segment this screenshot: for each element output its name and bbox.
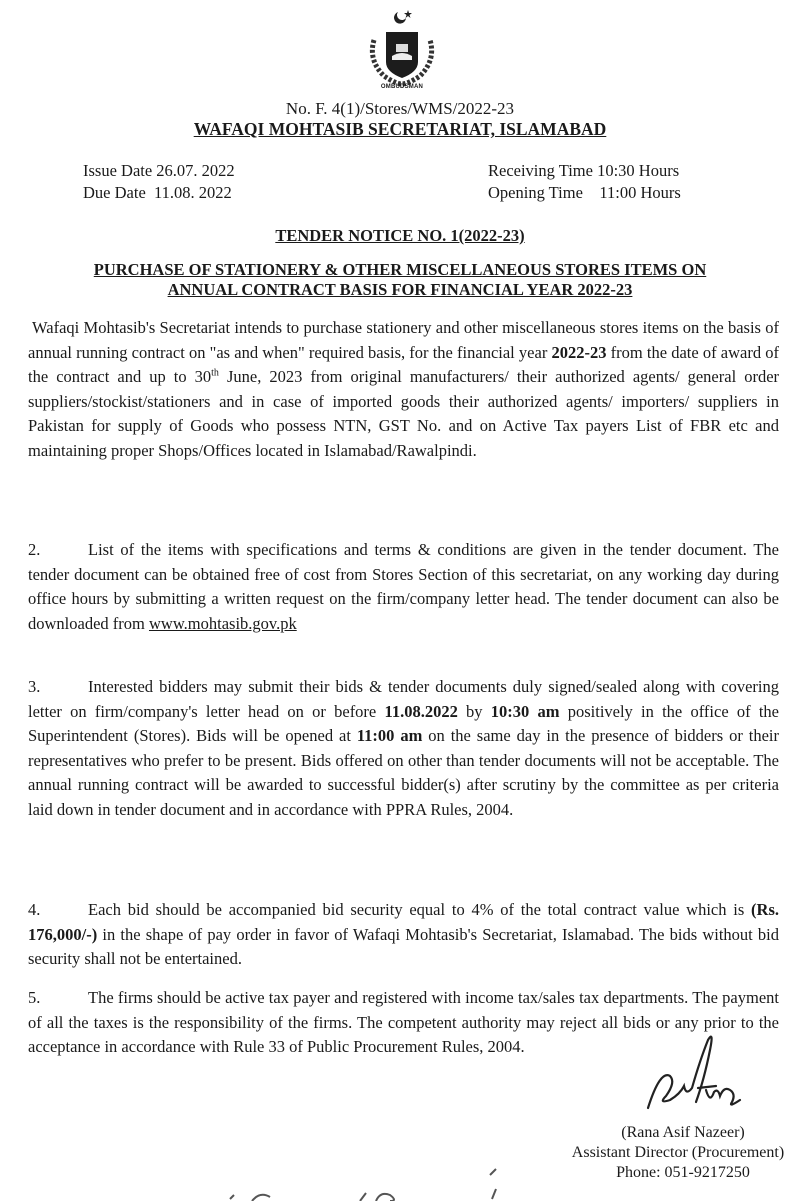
organization-title: WAFAQI MOHTASIB SECRETARIAT, ISLAMABAD xyxy=(193,119,607,139)
issue-date: Issue Date 26.07. 2022 xyxy=(83,161,235,180)
subject-line-2: ANNUAL CONTRACT BASIS FOR FINANCIAL YEAR 2022-23 xyxy=(167,280,633,299)
emblem-label: OMBUDSMAN xyxy=(380,84,424,90)
tender-subject xyxy=(80,260,720,300)
signatory-name: (Rana Asif Nazeer) xyxy=(621,1124,745,1141)
paragraph-number: 3. xyxy=(28,677,41,696)
opening-time: Opening Time 11:00 Hours xyxy=(488,183,681,202)
reference-number: No. F. 4(1)/Stores/WMS/2022-23 xyxy=(285,99,515,118)
paragraph-4: 4. Each bid should be accompanied bid security equal to 4% of the total contract value which is (Rs. 176,000/-) in the shape of pay order in favor of Wafaqi Mohtasib's Secretariat, Islamabad. The bids without bid security shall not be entertained. xyxy=(28,900,779,968)
due-date: Due Date 11.08. 2022 xyxy=(83,183,232,202)
receiving-time: Receiving Time 10:30 Hours xyxy=(488,161,680,180)
paragraph-3: 3. Interested bidders may submit their bids & tender documents duly signed/sealed along with covering letter on firm/company's letter head on or before 11.08.2022 by 10:30 am positively in the office of the Superintendent (Stores). Bids will be opened at 11:00 am on the same day in the presence of bidders or their representatives who prefer to be present. Bids offered on other than tender documents will not be acceptable. The annual running contract will be awarded to successful bidder(s) after scrutiny by the committee as per criteria laid down in tender document and in accordance with PPRA Rules, 2004. xyxy=(28,677,779,819)
paragraph-5: 5. The firms should be active tax payer and registered with income tax/sales tax departments. The payment of all the taxes is the responsibility of the firms. The competent authority may reject all bids or any prior to the acceptance in accordance with Rule 33 of Public Procurement Rules, 2004. xyxy=(28,988,779,1056)
signatory-phone: Phone: 051-9217250 xyxy=(616,1164,750,1181)
tender-notice-number: TENDER NOTICE NO. 1(2022-23) xyxy=(275,226,525,245)
website-link[interactable]: www.mohtasib.gov.pk xyxy=(148,613,297,633)
date-block xyxy=(83,160,235,204)
paragraph-1: Wafaqi Mohtasib's Secretariat intends to purchase stationery and other miscellaneous stores items on the basis of annual running contract on "as and when" required basis, for the financial year 2022-23 from the date of award of the contract and up to 30th June, 2023 from original manufacturers/ their authorized agents/ general order suppliers/stockist/stationers and in case of imported goods their authorized agents/ importers/ suppliers in Pakistan for supply of Goods who possess NTN, GST No. and on Active Tax payers List of FBR etc and maintaining proper Shops/Offices located in Islamabad/Rawalpindi. xyxy=(28,318,780,460)
handwritten-scribble-icon xyxy=(200,1165,520,1201)
subject-line-1: PURCHASE OF STATIONERY & OTHER MISCELLANEOUS STORES ITEMS ON xyxy=(93,260,707,279)
time-block xyxy=(488,160,681,204)
paragraph-number: 5. xyxy=(28,988,41,1007)
paragraph-number: 4. xyxy=(28,900,41,919)
paragraph-number: 2. xyxy=(28,540,41,559)
signature-icon xyxy=(640,1030,750,1120)
signatory-title: Assistant Director (Procurement) xyxy=(571,1144,785,1161)
paragraph-2: 2. List of the items with specifications and terms & conditions are given in the tender document. The tender document can be obtained free of cost from Stores Section of this secretariat, on any working day during office hours by submitting a written request on the firm/company letter head. The tender document can also be downloaded from www.mohtasib.gov.pk xyxy=(28,540,779,633)
ombudsman-emblem-icon xyxy=(362,6,442,90)
